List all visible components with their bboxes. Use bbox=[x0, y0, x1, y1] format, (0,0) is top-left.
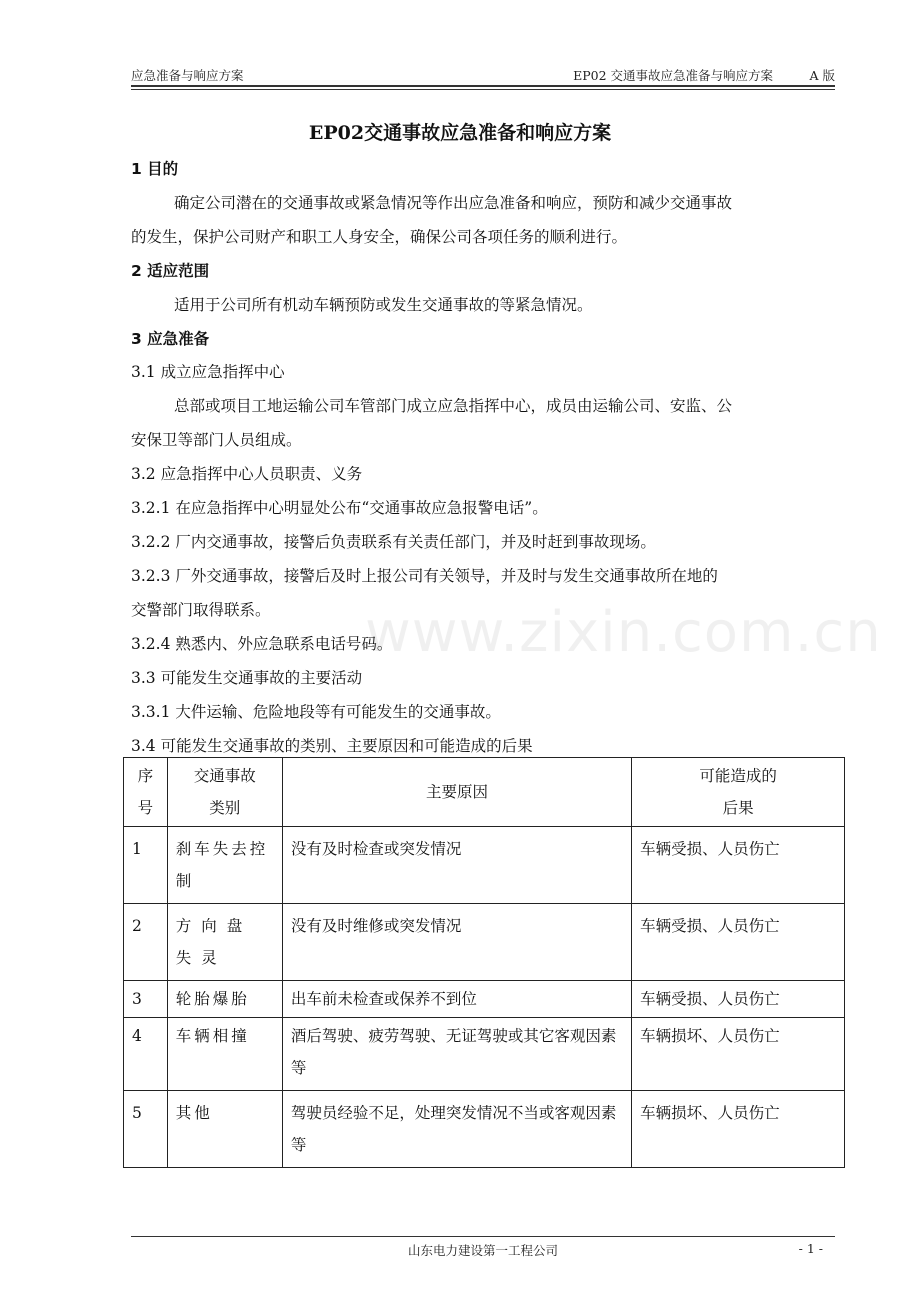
body-line: 3.2.2 厂内交通事故，接警后负责联系有关责任部门，并及时赶到事故现场。 bbox=[131, 533, 656, 551]
accident-type-table bbox=[123, 757, 845, 1168]
table-header-row bbox=[124, 758, 845, 827]
cell-no: 4 bbox=[124, 1018, 168, 1091]
footer-company: 山东电力建设第一工程公司 bbox=[407, 1243, 558, 1258]
table-row bbox=[124, 904, 845, 981]
body-line: 3.1 成立应急指挥中心 bbox=[131, 363, 285, 381]
cell-no: 1 bbox=[124, 827, 168, 904]
header-type: 交通事故 类别 bbox=[167, 758, 282, 827]
cell-cause: 酒后驾驶、疲劳驾驶、无证驾驶或其它客观因素等 bbox=[282, 1018, 631, 1091]
body-line: 安保卫等部门人员组成。 bbox=[131, 431, 302, 449]
cell-type: 车辆相撞 bbox=[167, 1018, 282, 1091]
body-line: 3.3.1 大件运输、危险地段等有可能发生的交通事故。 bbox=[131, 703, 501, 721]
cell-type: 其他 bbox=[167, 1091, 282, 1168]
footer-rule bbox=[131, 1236, 835, 1237]
cell-no: 2 bbox=[124, 904, 168, 981]
table-row bbox=[124, 981, 845, 1018]
header-version: A 版 bbox=[809, 68, 835, 83]
cell-result: 车辆受损、人员伤亡 bbox=[632, 981, 845, 1018]
cell-type: 刹车失去控制 bbox=[167, 827, 282, 904]
section-heading-scope: 2 适应范围 bbox=[131, 262, 210, 280]
body-line: 的发生，保护公司财产和职工人身安全，确保公司各项任务的顺利进行。 bbox=[131, 228, 628, 246]
section-heading-preparation: 3 应急准备 bbox=[131, 330, 210, 348]
table-caption: 3.4 可能发生交通事故的类别、主要原因和可能造成的后果 bbox=[131, 737, 533, 755]
body-line: 3.2.1 在应急指挥中心明显处公布“交通事故应急报警电话”。 bbox=[131, 499, 548, 517]
body-line: 适用于公司所有机动车辆预防或发生交通事故的等紧急情况。 bbox=[174, 296, 593, 314]
body-line: 3.3 可能发生交通事故的主要活动 bbox=[131, 669, 363, 687]
page-header bbox=[131, 66, 835, 84]
cell-cause: 驾驶员经验不足，处理突发情况不当或客观因素等 bbox=[282, 1091, 631, 1168]
header-left-text: 应急准备与响应方案 bbox=[131, 68, 244, 83]
page-number: - 1 - bbox=[798, 1241, 823, 1256]
table-row bbox=[124, 1091, 845, 1168]
cell-no: 5 bbox=[124, 1091, 168, 1168]
watermark-text: www.zixin.com.cn bbox=[365, 600, 882, 665]
cell-cause: 没有及时检查或突发情况 bbox=[282, 827, 631, 904]
cell-cause: 出车前未检查或保养不到位 bbox=[282, 981, 631, 1018]
cell-result: 车辆损坏、人员伤亡 bbox=[632, 1018, 845, 1091]
body-line: 确定公司潜在的交通事故或紧急情况等作出应急准备和响应，预防和减少交通事故 bbox=[174, 194, 733, 212]
header-doc-title: EP02 交通事故应急准备与响应方案 bbox=[573, 68, 773, 83]
header-result: 可能造成的 后果 bbox=[632, 758, 845, 827]
body-line: 总部或项目工地运输公司车管部门成立应急指挥中心，成员由运输公司、安监、公 bbox=[174, 397, 733, 415]
document-title: EP02交通事故应急准备和响应方案 bbox=[308, 122, 612, 144]
cell-cause: 没有及时维修或突发情况 bbox=[282, 904, 631, 981]
body-line: 3.2.4 熟悉内、外应急联系电话号码。 bbox=[131, 635, 393, 653]
cell-result: 车辆损坏、人员伤亡 bbox=[632, 1091, 845, 1168]
cell-type: 方向盘失灵 bbox=[167, 904, 282, 981]
body-line: 3.2 应急指挥中心人员职责、义务 bbox=[131, 465, 363, 483]
section-heading-purpose: 1 目的 bbox=[131, 160, 179, 178]
header-cause: 主要原因 bbox=[282, 758, 631, 827]
table-row bbox=[124, 1018, 845, 1091]
body-line: 3.2.3 厂外交通事故，接警后及时上报公司有关领导，并及时与发生交通事故所在地的 bbox=[131, 567, 718, 585]
header-rule-thick bbox=[131, 85, 835, 87]
cell-result: 车辆受损、人员伤亡 bbox=[632, 904, 845, 981]
table-row bbox=[124, 827, 845, 904]
body-line: 交警部门取得联系。 bbox=[131, 601, 271, 619]
cell-result: 车辆受损、人员伤亡 bbox=[632, 827, 845, 904]
header-no: 序 号 bbox=[124, 758, 168, 827]
header-rule-thin bbox=[131, 89, 835, 90]
cell-no: 3 bbox=[124, 981, 168, 1018]
cell-type: 轮胎爆胎 bbox=[167, 981, 282, 1018]
